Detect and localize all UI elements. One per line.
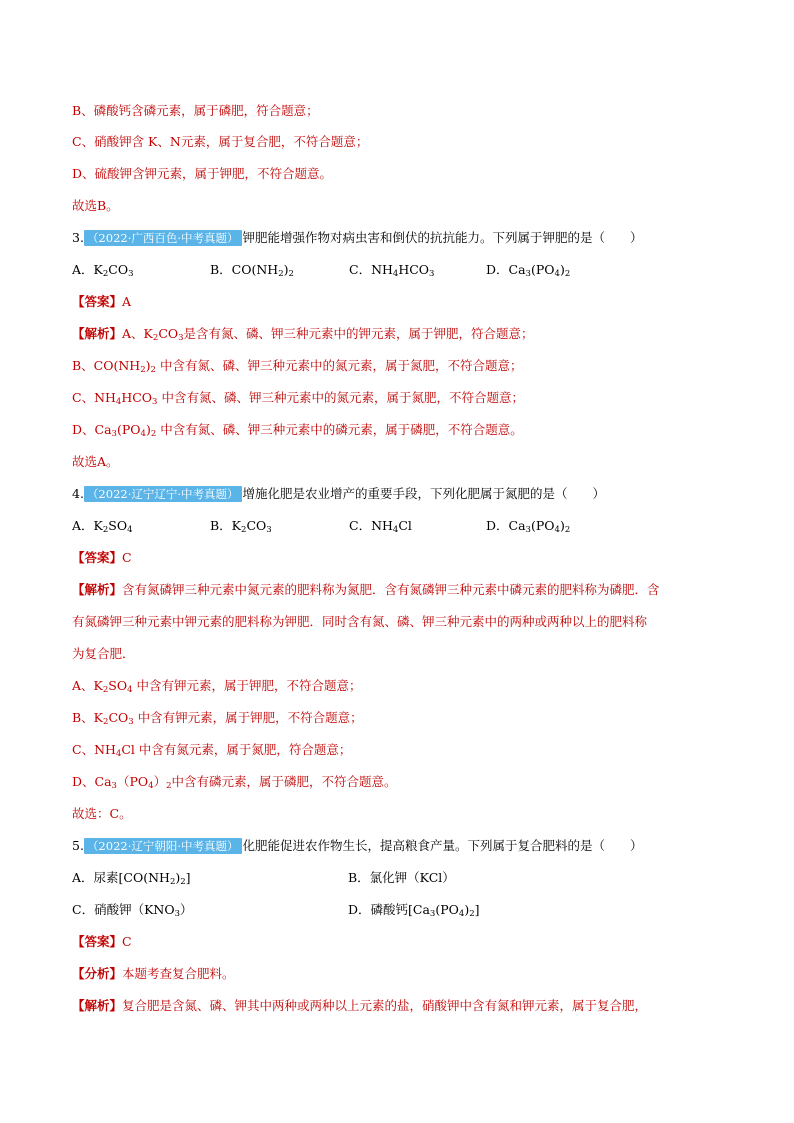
prev-analysis-line-b: B、磷酸钙含磷元素，属于磷肥，符合题意； — [72, 103, 319, 118]
question-4-answer — [72, 549, 722, 567]
question-4-analysis-p3: 为复合肥． — [72, 646, 135, 661]
question-text: 化肥能促进农作物生长，提高粮食产量。下列属于复合肥料的是（ ） — [242, 838, 643, 853]
question-number: 3. — [72, 230, 84, 245]
answer-label: 【答案】 — [72, 294, 123, 309]
question-3-analysis-d: D、$Ca_3(PO_4)_2$ 中含有氮、磷、钾三种元素中的磷元素，属于磷肥，不符合题意。 — [72, 422, 523, 439]
analysis-label: 【解析】 — [72, 326, 123, 341]
answer-value: A — [122, 294, 132, 309]
option-a: A．$K_2SO_4$ — [72, 518, 133, 535]
question-3-analysis-c: C、$NH_4HCO_3$ 中含有氮、磷、钾三种元素中的氮元素，属于氮肥，不符合题意； — [72, 390, 524, 407]
question-4-analysis-d: D、$Ca_3(PO_4)_2$中含有磷元素，属于磷肥，不符合题意。 — [72, 774, 397, 791]
source-tag: （2022·辽宁辽宁·中考真题） — [84, 486, 242, 502]
answer-value: C — [122, 934, 132, 949]
question-4-conclusion: 故选：C。 — [72, 806, 132, 821]
option-b: B．氯化钾（KCl） — [348, 870, 455, 885]
option-b: B．$CO(NH_2)_2$ — [210, 262, 294, 279]
analysis-label: 【解析】 — [72, 582, 123, 597]
answer-label: 【答案】 — [72, 550, 123, 565]
question-4 — [72, 485, 722, 503]
option-a: A．$K_2CO_3$ — [72, 262, 134, 279]
source-tag: （2022·辽宁朝阳·中考真题） — [84, 838, 242, 854]
answer-value: C — [122, 550, 132, 565]
question-3-analysis-b: B、$CO(NH_2)_2$ 中含有氮、磷、钾三种元素中的氮元素，属于氮肥，不符合题意； — [72, 358, 523, 375]
prev-analysis-line-c: C、硝酸钾含 K、N元素，属于复合肥，不符合题意； — [72, 134, 369, 149]
fenxi-label: 【分析】 — [72, 966, 123, 981]
question-3-answer — [72, 293, 722, 311]
question-text: 钾肥能增强作物对病虫害和倒伏的抗抗能力。下列属于钾肥的是（ ） — [242, 230, 643, 245]
question-text: 增施化肥是农业增产的重要手段，下列化肥属于氮肥的是（ ） — [242, 486, 606, 501]
question-5 — [72, 837, 722, 855]
question-number: 4. — [72, 486, 84, 501]
option-d: D．$Ca_3(PO_4)_2$ — [486, 518, 571, 535]
question-5-answer — [72, 933, 722, 951]
question-3 — [72, 229, 722, 247]
question-4-analysis-p1: 【解析】含有氮磷钾三种元素中氮元素的肥料称为氮肥．含有氮磷钾三种元素中磷元素的肥料称为磷肥．含 — [72, 582, 660, 597]
question-4-analysis-p2: 有氮磷钾三种元素中钾元素的肥料称为钾肥．同时含有氮、磷、钾三种元素中的两种或两种以上的肥料称 — [72, 614, 648, 629]
question-5-analysis: 【解析】复合肥是含氮、磷、钾其中两种或两种以上元素的盐，硝酸钾中含有氮和钾元素，属于复合肥， — [72, 998, 648, 1013]
question-3-conclusion: 故选A。 — [72, 454, 119, 469]
source-tag: （2022·广西百色·中考真题） — [84, 230, 242, 246]
question-4-analysis-b: B、$K_2CO_3$ 中含有钾元素，属于钾肥，不符合题意； — [72, 710, 363, 727]
analysis-label: 【解析】 — [72, 998, 123, 1013]
question-3-analysis-a: 【解析】A、$K_2CO_3$是含有氮、磷、钾三种元素中的钾元素，属于钾肥，符合题意； — [72, 326, 534, 343]
question-number: 5. — [72, 838, 84, 853]
question-4-analysis-a: A、$K_2SO_4$ 中含有钾元素，属于钾肥，不符合题意； — [72, 678, 362, 695]
option-c: C．硝酸钾$(KNO_3)$ — [72, 902, 193, 919]
option-c: C．$NH_4Cl$ — [349, 518, 412, 535]
question-5-fenxi: 【分析】本题考查复合肥料。 — [72, 966, 235, 981]
prev-conclusion: 故选B。 — [72, 198, 119, 213]
question-4-analysis-c: C、$NH_4Cl$ 中含有氮元素，属于氮肥，符合题意； — [72, 742, 352, 759]
option-d: D．$Ca_3(PO_4)_2$ — [486, 262, 571, 279]
option-d: D．磷酸钙$[Ca_3(PO_4)_2]$ — [348, 902, 480, 919]
option-c: C．$NH_4HCO_3$ — [349, 262, 435, 279]
prev-analysis-line-d: D、硫酸钾含钾元素，属于钾肥，不符合题意。 — [72, 166, 333, 181]
option-b: B．$K_2CO_3$ — [210, 518, 272, 535]
answer-label: 【答案】 — [72, 934, 123, 949]
option-a: A．尿素$[CO(NH_2)_2]$ — [72, 870, 191, 887]
